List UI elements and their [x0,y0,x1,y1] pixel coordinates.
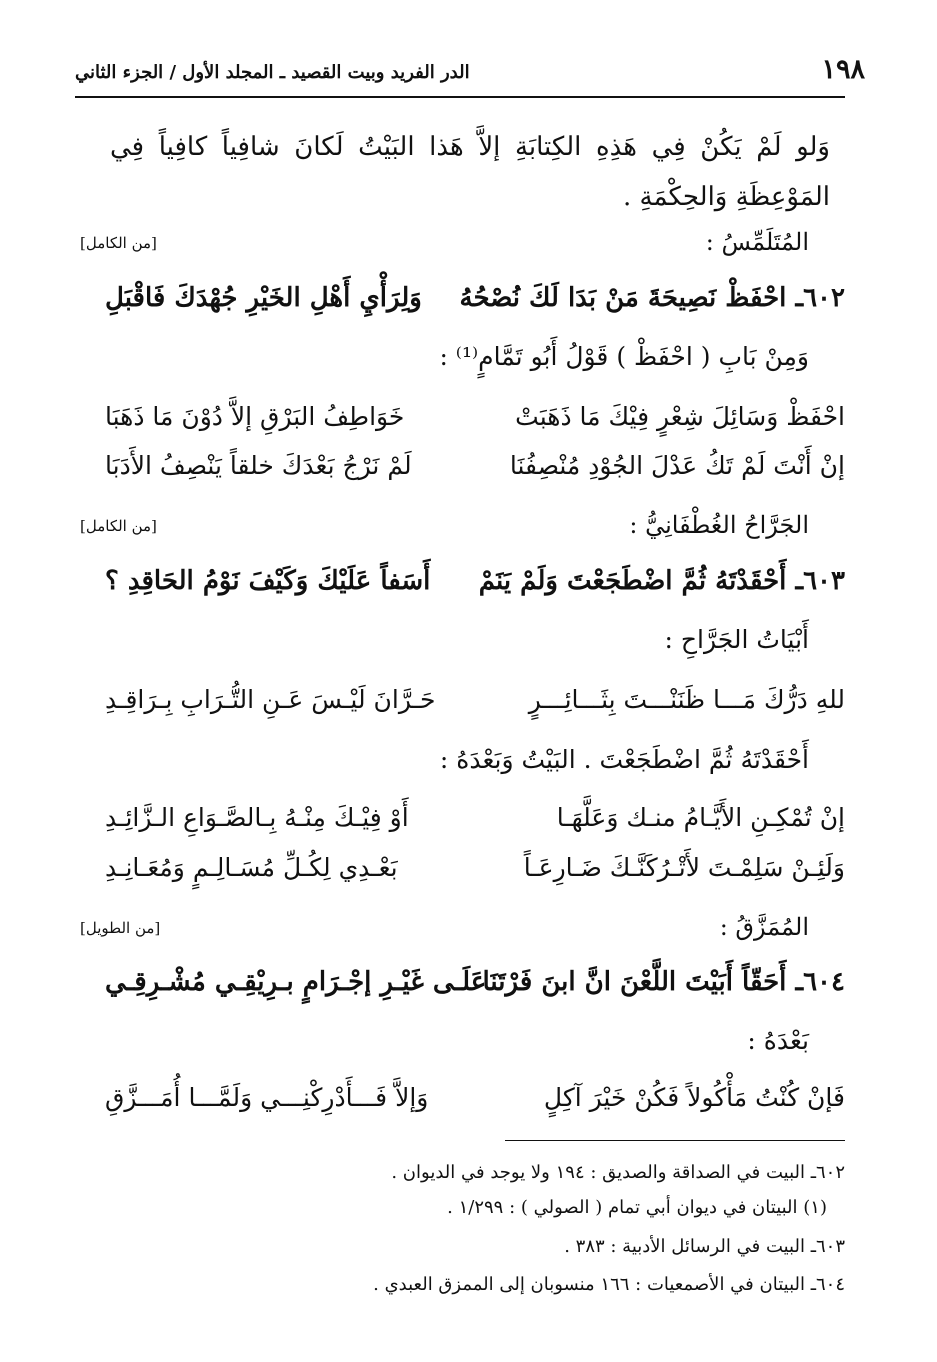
running-header [75,48,865,92]
commentary-line: أَحْقَدْتَهُ ثُمَّ اضْطَجَعْتَ . البَيْتُ وَبَعْدَهُ : [439,745,809,774]
verse-first-hemistich: احْفَظْ وَسَائِلَ شِعْرٍ فِيْكَ مَا ذَهَبَتْ [515,402,845,431]
verse-second-hemistich: حَـرَّانَ لَيْـسَ عَـنِ التُّـرَابِ بِـرَاقِـدِ [105,685,436,714]
page-number: ١٩٨ [821,54,865,85]
running-title: الدر الفريد وبيت القصيد ـ المجلد الأول / الجزء الثاني [75,62,470,83]
verse-second-hemistich: أَوْ فِيْـكَ مِنْـهُ بِـالصَّـوَاعِ الـزَّائِـدِ [105,803,409,832]
poet-name: المُتَلَمِّسُ : [705,228,809,256]
verse-second-hemistich: خَوَاطِفُ البَرْقِ إلاَّ دُوْنَ مَا ذَهَبَا [105,402,405,431]
poet-name: الجَرَّاحُ الغُطْفَانِيُّ : [629,511,809,539]
commentary-line: بَعْدَهُ : [747,1026,809,1055]
verse-second-hemistich: بَعْـدِي لِكُـلِّ مُسَـالِـمٍ وَمُعَـانِـدِ [105,853,398,882]
footnote: (١) البيتان في ديوان أبي تمام ( الصولي ) : ١/٢٩٩ . [447,1197,827,1218]
hemistich-text: أَحَقّاً أَبَيْتَ اللَّعْنَ انَّ ابنَ فَرْتَنَا [482,967,787,997]
poet-name: المُمَزَّقُ : [719,913,809,941]
verse-first-hemistich: إنْ أَنْتَ لَمْ تَكُ عَدْلَ الجُوْدِ مُنْصِفُنَا [509,451,845,480]
verse-first-hemistich: وَلَئِـنْ سَلِمْـتَ لأَتْـرُكَنَّـكَ ضَـارِعَـاً [523,853,845,882]
verse-second-hemistich: وَلِرَأْيِ أَهْلِ الخَيْرِ جُهْدَكَ فَاقْبَلِ [105,283,422,313]
verse-602 [105,283,845,333]
footnote: ٦٠٤ـ البيتان في الأصمعيات : ١٦٦ منسوبان إلى الممزق العبدي . [373,1274,845,1295]
footnote: ٦٠٣ـ البيت في الرسائل الأدبية : ٣٨٣ . [564,1236,845,1257]
verse-first-hemistich: للهِ دَرُّكَ مَـــا ظَنَنْـــتَ بِثَـــائِـــرٍ [528,685,845,714]
verse [105,685,845,735]
footnote-rule [505,1140,845,1141]
verse-603 [105,566,845,616]
meter-label: [من الكامل] [80,517,157,535]
commentary-line: وَمِنْ بَابِ ( احْفَظْ ) قَوْلُ أَبُو تَمَّامٍ⁽¹⁾ : [439,342,809,371]
verse-second-hemistich: أَسَفاً عَلَيْكَ وَكَيْفَ نَوْمُ الحَاقِدِ ؟ [105,566,431,596]
verse-first-hemistich: فَإنْ كُنْتُ مَأْكُولاً فَكُنْ خَيْرَ آكِلٍ [543,1083,845,1112]
verse [105,451,845,501]
verse-first-hemistich [460,283,846,313]
verse-first-hemistich [483,967,846,997]
meter-label: [من الكامل] [80,234,157,252]
hemistich-text: أَحْقَدْتَهُ ثُمَّ اضْطَجَعْتَ وَلَمْ يَنَمْ [478,566,787,596]
verse [105,402,845,452]
meter-label: [من الطويل] [80,919,161,937]
verse-first-hemistich [479,566,845,596]
verse-second-hemistich: وَإلاَّ فَـــأَدْرِكْنِـــي وَلَمَّـــا أُمَـــزَّقِ [105,1083,429,1112]
verse [105,803,845,853]
verse-number: ٦٠٢ـ [795,283,845,313]
verse [105,1083,845,1133]
footnote: ٦٠٢ـ البيت في الصداقة والصديق : ١٩٤ ولا يوجد في الديوان . [391,1162,845,1183]
header-rule [75,96,845,98]
verse-second-hemistich: عَلَـى غَيْـرِ إجْـرَامٍ بـرِيْقِـي مُشْـرِقِـي [105,967,487,997]
commentary-line: أَبْيَاتُ الجَرَّاحِ : [664,625,809,654]
verse-604 [105,967,845,1017]
verse [105,853,845,903]
verse-second-hemistich: لَمْ نَرْجُ بَعْدَكَ خلقاً يَنْصِفُ الأَدَبَا [105,451,412,480]
verse-number: ٦٠٣ـ [795,566,845,596]
verse-number: ٦٠٤ـ [795,967,845,997]
verse-first-hemistich: إنْ تُمْكِـنِ الأَيَّـامُ منـك وَعَلَّهَـا [556,803,845,832]
hemistich-text: احْفَظْ نَصِيحَةَ مَنْ بَدَا لَكَ نُصْحُهُ [459,283,787,313]
intro-paragraph: وَلو لَمْ يَكُنْ فِي هَذِهِ الكِتابَةِ إلاَّ هَذا البَيْتُ لَكانَ شافِياً كافِياً فِي المَوْعِظَةِ وَالحِكْمَةِ . [110,132,830,212]
